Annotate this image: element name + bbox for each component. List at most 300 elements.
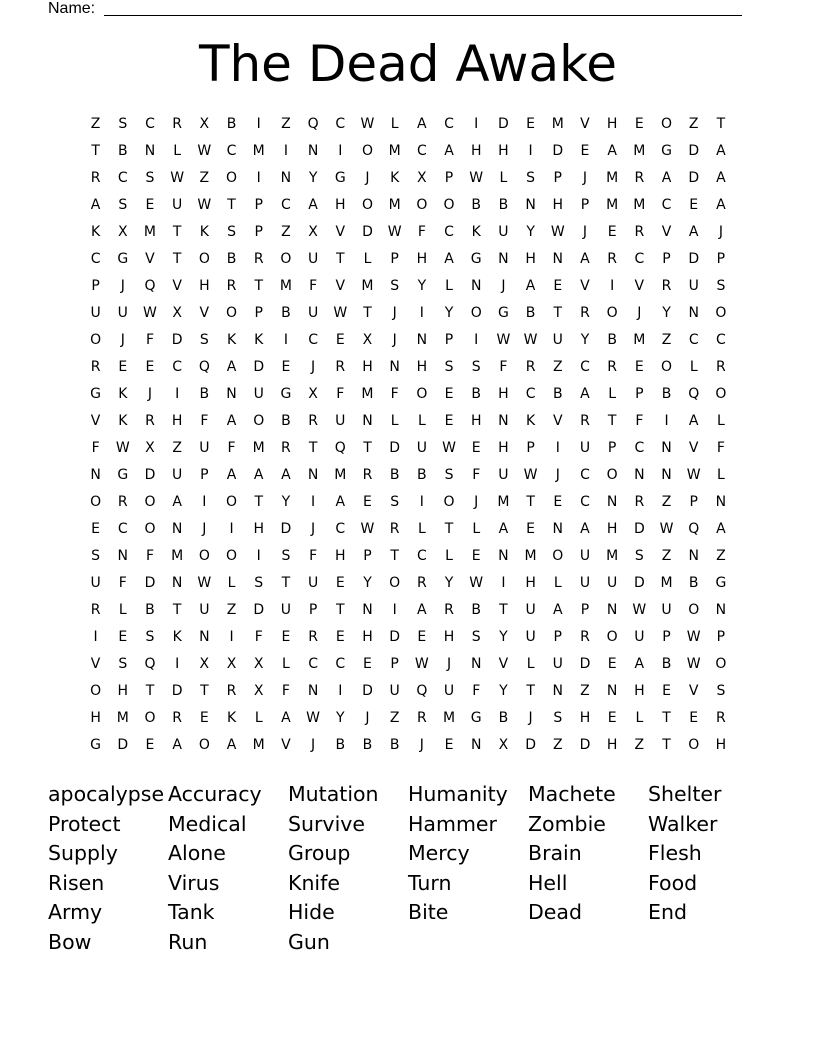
grid-letter: I <box>93 629 98 645</box>
grid-letter: C <box>525 386 536 402</box>
grid-letter: Q <box>688 521 700 537</box>
grid-letter: J <box>582 224 588 240</box>
grid-letter: A <box>661 170 672 186</box>
grid-letter: N <box>470 278 482 294</box>
grid-letter: R <box>716 359 726 375</box>
grid-letter: S <box>281 548 291 564</box>
grid-letter: D <box>253 359 265 375</box>
grid-letter: M <box>143 224 157 240</box>
grid-letter: A <box>688 413 699 429</box>
grid-letter: R <box>444 602 454 618</box>
grid-letter: I <box>229 521 234 537</box>
grid-letter: W <box>197 143 212 159</box>
grid-letter: L <box>635 710 644 726</box>
grid-letter: M <box>524 548 537 564</box>
grid-letter: M <box>252 143 265 159</box>
grid-letter: L <box>254 710 263 726</box>
grid-letter: W <box>496 332 511 348</box>
grid-letter: N <box>715 494 727 510</box>
grid-letter: K <box>526 413 536 429</box>
grid-letter: H <box>498 386 509 402</box>
grid-letter: W <box>469 170 484 186</box>
grid-letter: J <box>147 386 153 402</box>
grid-letter: Q <box>144 278 156 294</box>
grid-letter: W <box>686 629 701 645</box>
grid-letter: E <box>118 359 128 375</box>
grid-letter: R <box>308 413 318 429</box>
grid-letter: R <box>172 116 183 132</box>
grid-letter: C <box>580 494 590 510</box>
grid-letter: W <box>306 710 321 726</box>
name-line[interactable] <box>104 15 742 16</box>
grid-letter: H <box>634 683 645 699</box>
grid-letter: W <box>170 170 185 186</box>
grid-letter: U <box>498 224 509 240</box>
grid-letter: M <box>606 197 619 213</box>
grid-letter: O <box>198 251 210 267</box>
grid-letter: K <box>199 224 209 240</box>
grid-letter: A <box>226 467 237 483</box>
grid-letter: A <box>172 494 182 510</box>
grid-letter: B <box>498 710 509 726</box>
grid-letter: R <box>308 629 318 645</box>
grid-letter: P <box>716 251 726 267</box>
grid-letter: X <box>226 656 237 672</box>
grid-letter: B <box>281 305 291 321</box>
grid-letter: P <box>689 494 698 510</box>
grid-letter: N <box>362 413 373 429</box>
grid-letter: Z <box>661 332 672 348</box>
grid-letter: H <box>416 359 428 375</box>
grid-letter: O <box>226 305 238 321</box>
grid-letter: N <box>307 143 319 159</box>
grid-row <box>82 516 736 543</box>
grid-letter: Z <box>688 116 699 132</box>
grid-letter: C <box>416 143 427 159</box>
grid-letter: I <box>256 170 261 186</box>
grid-letter: R <box>117 494 128 510</box>
grid-letter: E <box>553 494 563 510</box>
grid-letter: U <box>199 440 210 456</box>
word-list-item: Walker <box>648 811 718 836</box>
word-list-item: Bite <box>408 900 449 925</box>
grid-letter: Q <box>144 656 156 672</box>
grid-letter: L <box>472 521 481 537</box>
grid-letter: F <box>472 467 481 483</box>
grid-letter: U <box>579 440 591 456</box>
grid-letter: N <box>362 602 373 618</box>
grid-letter: N <box>661 467 672 483</box>
grid-letter: H <box>90 710 101 726</box>
grid-letter: L <box>390 116 399 132</box>
grid-letter: R <box>362 467 373 483</box>
grid-letter: D <box>389 440 401 456</box>
grid-letter: Q <box>307 116 319 132</box>
grid-row <box>82 489 736 516</box>
grid-letter: T <box>172 602 182 618</box>
grid-letter: F <box>417 224 426 240</box>
grid-letter: S <box>118 197 128 213</box>
grid-letter: I <box>474 332 479 348</box>
grid-row <box>82 381 736 408</box>
grid-letter: E <box>444 386 454 402</box>
grid-letter: P <box>91 278 100 294</box>
grid-letter: Y <box>499 629 508 645</box>
grid-letter: V <box>90 413 101 429</box>
grid-letter: A <box>444 143 454 159</box>
grid-letter: C <box>226 143 237 159</box>
grid-letter: O <box>606 629 618 645</box>
grid-letter: N <box>307 683 319 699</box>
grid-letter: B <box>226 116 237 132</box>
grid-letter: V <box>281 737 291 753</box>
grid-letter: N <box>416 332 428 348</box>
grid-letter: W <box>442 440 456 456</box>
grid-letter: E <box>553 278 563 294</box>
grid-letter: E <box>335 575 345 591</box>
grid-letter: E <box>335 629 345 645</box>
grid-letter: X <box>498 737 509 753</box>
grid-letter: M <box>361 386 374 402</box>
grid-letter: C <box>580 467 590 483</box>
grid-letter: I <box>283 332 288 348</box>
word-list-item: Food <box>648 870 698 895</box>
grid-letter: A <box>716 143 726 159</box>
grid-letter: F <box>118 575 127 591</box>
word-list-item: Group <box>288 841 351 866</box>
grid-letter: P <box>390 656 399 672</box>
grid-letter: P <box>553 629 562 645</box>
grid-letter: W <box>197 575 212 591</box>
grid-letter: M <box>388 197 401 213</box>
grid-letter: M <box>252 440 265 456</box>
grid-letter: H <box>117 683 129 699</box>
grid-letter: T <box>662 710 671 726</box>
grid-letter: C <box>335 116 346 132</box>
grid-letter: D <box>579 656 591 672</box>
grid-letter: B <box>362 737 373 753</box>
grid-letter: R <box>580 413 590 429</box>
grid-letter: L <box>363 251 372 267</box>
grid-letter: D <box>144 575 156 591</box>
grid-letter: T <box>363 440 372 456</box>
grid-letter: U <box>634 629 645 645</box>
grid-letter: H <box>715 737 727 753</box>
word-list-item: Hide <box>288 900 335 925</box>
grid-letter: S <box>553 710 563 726</box>
grid-letter: D <box>389 629 401 645</box>
grid-letter: R <box>416 710 427 726</box>
grid-letter: Y <box>662 305 671 321</box>
grid-letter: B <box>117 143 128 159</box>
grid-letter: P <box>580 602 590 618</box>
grid-letter: R <box>172 710 183 726</box>
grid-letter: M <box>497 494 510 510</box>
grid-letter: B <box>471 386 482 402</box>
grid-letter: A <box>607 143 617 159</box>
grid-letter: S <box>390 494 400 510</box>
grid-letter: T <box>607 413 617 429</box>
grid-letter: R <box>716 710 726 726</box>
grid-letter: B <box>498 197 509 213</box>
grid-letter: N <box>552 521 564 537</box>
grid-letter: P <box>363 548 372 564</box>
grid-letter: N <box>552 251 564 267</box>
grid-letter: E <box>145 197 155 213</box>
grid-letter: P <box>526 440 535 456</box>
grid-letter: E <box>634 116 644 132</box>
grid-letter: N <box>661 440 672 456</box>
grid-letter: Q <box>688 386 700 402</box>
grid-letter: Y <box>580 332 590 348</box>
grid-letter: D <box>362 683 373 699</box>
grid-letter: O <box>280 251 292 267</box>
grid-letter: P <box>390 251 399 267</box>
grid-letter: Z <box>226 602 237 618</box>
grid-letter: T <box>281 575 291 591</box>
grid-letter: B <box>335 737 346 753</box>
grid-letter: X <box>117 224 128 240</box>
grid-letter: J <box>637 305 642 321</box>
grid-letter: U <box>307 575 319 591</box>
grid-letter: C <box>308 332 318 348</box>
grid-letter: Z <box>634 737 645 753</box>
word-list-item: Gun <box>288 929 330 954</box>
grid-letter: T <box>200 683 209 699</box>
grid-letter: A <box>634 656 645 672</box>
grid-letter: K <box>471 224 481 240</box>
grid-letter: O <box>416 386 428 402</box>
grid-letter: N <box>498 548 509 564</box>
grid-letter: J <box>419 737 424 753</box>
grid-letter: O <box>226 494 238 510</box>
grid-letter: F <box>145 332 154 348</box>
grid-letter: C <box>117 521 128 537</box>
grid-letter: D <box>171 683 183 699</box>
grid-letter: D <box>633 521 645 537</box>
grid-letter: M <box>633 197 646 213</box>
grid-letter: C <box>172 359 183 375</box>
grid-letter: N <box>606 602 618 618</box>
grid-letter: O <box>361 143 373 159</box>
grid-letter: G <box>497 305 509 321</box>
grid-letter: N <box>688 548 699 564</box>
grid-letter: C <box>335 656 346 672</box>
grid-letter: J <box>555 467 560 483</box>
grid-letter: H <box>525 575 536 591</box>
grid-letter: R <box>389 521 400 537</box>
grid-letter: R <box>226 683 237 699</box>
word-list-item: Zombie <box>528 811 606 836</box>
word-list-item: Flesh <box>648 841 702 866</box>
grid-letter: T <box>499 602 508 618</box>
grid-letter: V <box>580 116 590 132</box>
grid-letter: W <box>197 197 212 213</box>
grid-letter: P <box>254 197 263 213</box>
grid-letter: P <box>254 305 263 321</box>
grid-letter: I <box>338 143 343 159</box>
grid-letter: B <box>281 413 291 429</box>
grid-letter: U <box>335 413 346 429</box>
grid-letter: B <box>199 386 210 402</box>
grid-letter: P <box>716 629 726 645</box>
grid-letter: H <box>579 710 591 726</box>
grid-letter: N <box>171 575 183 591</box>
grid-letter: D <box>362 224 373 240</box>
grid-letter: A <box>308 197 318 213</box>
grid-letter: A <box>90 197 101 213</box>
grid-letter: A <box>498 521 509 537</box>
grid-letter: I <box>419 494 424 510</box>
grid-letter: G <box>334 170 346 186</box>
grid-letter: Q <box>334 440 346 456</box>
grid-letter: A <box>226 737 237 753</box>
word-list-item: Humanity <box>408 782 508 806</box>
grid-letter: Y <box>499 683 508 699</box>
grid-letter: E <box>199 710 209 726</box>
grid-letter: V <box>335 278 346 294</box>
grid-letter: O <box>443 197 455 213</box>
grid-letter: U <box>498 467 509 483</box>
grid-letter: E <box>526 116 536 132</box>
grid-letter: I <box>419 305 424 321</box>
grid-letter: O <box>661 359 673 375</box>
grid-letter: C <box>634 251 645 267</box>
grid-letter: L <box>118 602 127 618</box>
grid-letter: A <box>716 521 726 537</box>
grid-letter: J <box>446 656 452 672</box>
grid-letter: L <box>390 413 399 429</box>
grid-letter: M <box>633 143 646 159</box>
grid-letter: N <box>389 359 400 375</box>
grid-letter: S <box>716 278 726 294</box>
grid-letter: P <box>308 602 318 618</box>
grid-letter: V <box>199 305 210 321</box>
grid-letter: H <box>606 116 618 132</box>
grid-letter: S <box>471 629 481 645</box>
grid-letter: U <box>280 602 292 618</box>
grid-letter: U <box>307 251 319 267</box>
grid-letter: P <box>200 467 209 483</box>
grid-row <box>82 165 736 192</box>
grid-letter: C <box>90 251 101 267</box>
grid-letter: A <box>580 251 590 267</box>
grid-letter: F <box>716 440 725 456</box>
grid-letter: G <box>117 467 129 483</box>
grid-letter: J <box>365 170 370 186</box>
grid-letter: T <box>363 305 372 321</box>
grid-row <box>82 570 736 597</box>
grid-letter: O <box>443 494 455 510</box>
grid-letter: W <box>659 521 674 537</box>
grid-letter: F <box>309 548 318 564</box>
grid-letter: C <box>444 224 454 240</box>
grid-letter: N <box>144 143 156 159</box>
grid-letter: C <box>145 116 155 132</box>
grid-row <box>82 300 736 327</box>
grid-letter: E <box>607 710 617 726</box>
word-list-item: Alone <box>168 841 226 866</box>
grid-letter: A <box>417 116 427 132</box>
grid-letter: I <box>474 116 479 132</box>
grid-letter: O <box>226 548 238 564</box>
grid-row <box>82 462 736 489</box>
grid-letter: M <box>171 548 184 564</box>
grid-letter: E <box>526 521 536 537</box>
grid-letter: X <box>362 332 373 348</box>
grid-letter: V <box>688 683 699 699</box>
grid-letter: E <box>145 359 155 375</box>
grid-letter: D <box>253 602 265 618</box>
grid-letter: O <box>470 305 482 321</box>
grid-letter: Z <box>199 170 210 186</box>
grid-letter: N <box>226 386 237 402</box>
grid-letter: N <box>688 305 699 321</box>
grid-letter: P <box>580 197 590 213</box>
grid-letter: F <box>635 413 644 429</box>
grid-letter: E <box>363 656 372 672</box>
grid-letter: N <box>470 656 482 672</box>
grid-letter: E <box>471 548 481 564</box>
grid-letter: A <box>580 521 590 537</box>
grid-letter: U <box>579 548 591 564</box>
grid-letter: F <box>309 278 318 294</box>
grid-row <box>82 327 736 354</box>
grid-letter: B <box>471 602 482 618</box>
grid-letter: C <box>308 656 318 672</box>
grid-letter: H <box>362 359 373 375</box>
grid-letter: L <box>282 656 290 672</box>
grid-letter: R <box>634 494 645 510</box>
grid-letter: L <box>227 575 236 591</box>
grid-letter: W <box>333 305 348 321</box>
grid-letter: L <box>717 413 725 429</box>
grid-letter: O <box>90 332 102 348</box>
grid-letter: L <box>417 413 426 429</box>
grid-letter: E <box>118 629 128 645</box>
word-list-item: Tank <box>168 900 215 925</box>
grid-letter: R <box>661 278 672 294</box>
grid-letter: A <box>444 251 454 267</box>
grid-letter: U <box>552 656 563 672</box>
grid-letter: X <box>308 386 318 402</box>
grid-letter: U <box>117 305 128 321</box>
grid-letter: J <box>474 494 479 510</box>
grid-letter: S <box>118 116 128 132</box>
grid-letter: A <box>716 170 726 186</box>
grid-letter: E <box>145 737 155 753</box>
grid-letter: Z <box>281 116 291 132</box>
word-list-item: Army <box>48 900 103 925</box>
grid-letter: L <box>608 386 617 402</box>
grid-letter: M <box>606 170 619 186</box>
grid-letter: S <box>634 548 644 564</box>
word-list <box>48 780 768 958</box>
word-list-item: Hell <box>528 870 568 895</box>
grid-letter: N <box>715 602 727 618</box>
grid-letter: Y <box>281 494 291 510</box>
grid-letter: I <box>392 602 397 618</box>
grid-letter: B <box>552 386 563 402</box>
grid-letter: V <box>335 224 346 240</box>
grid-letter: N <box>525 197 536 213</box>
grid-letter: R <box>607 251 618 267</box>
grid-letter: E <box>335 332 345 348</box>
grid-letter: R <box>580 305 590 321</box>
grid-letter: I <box>202 494 207 510</box>
grid-row <box>82 705 736 732</box>
grid-letter: T <box>336 602 345 618</box>
